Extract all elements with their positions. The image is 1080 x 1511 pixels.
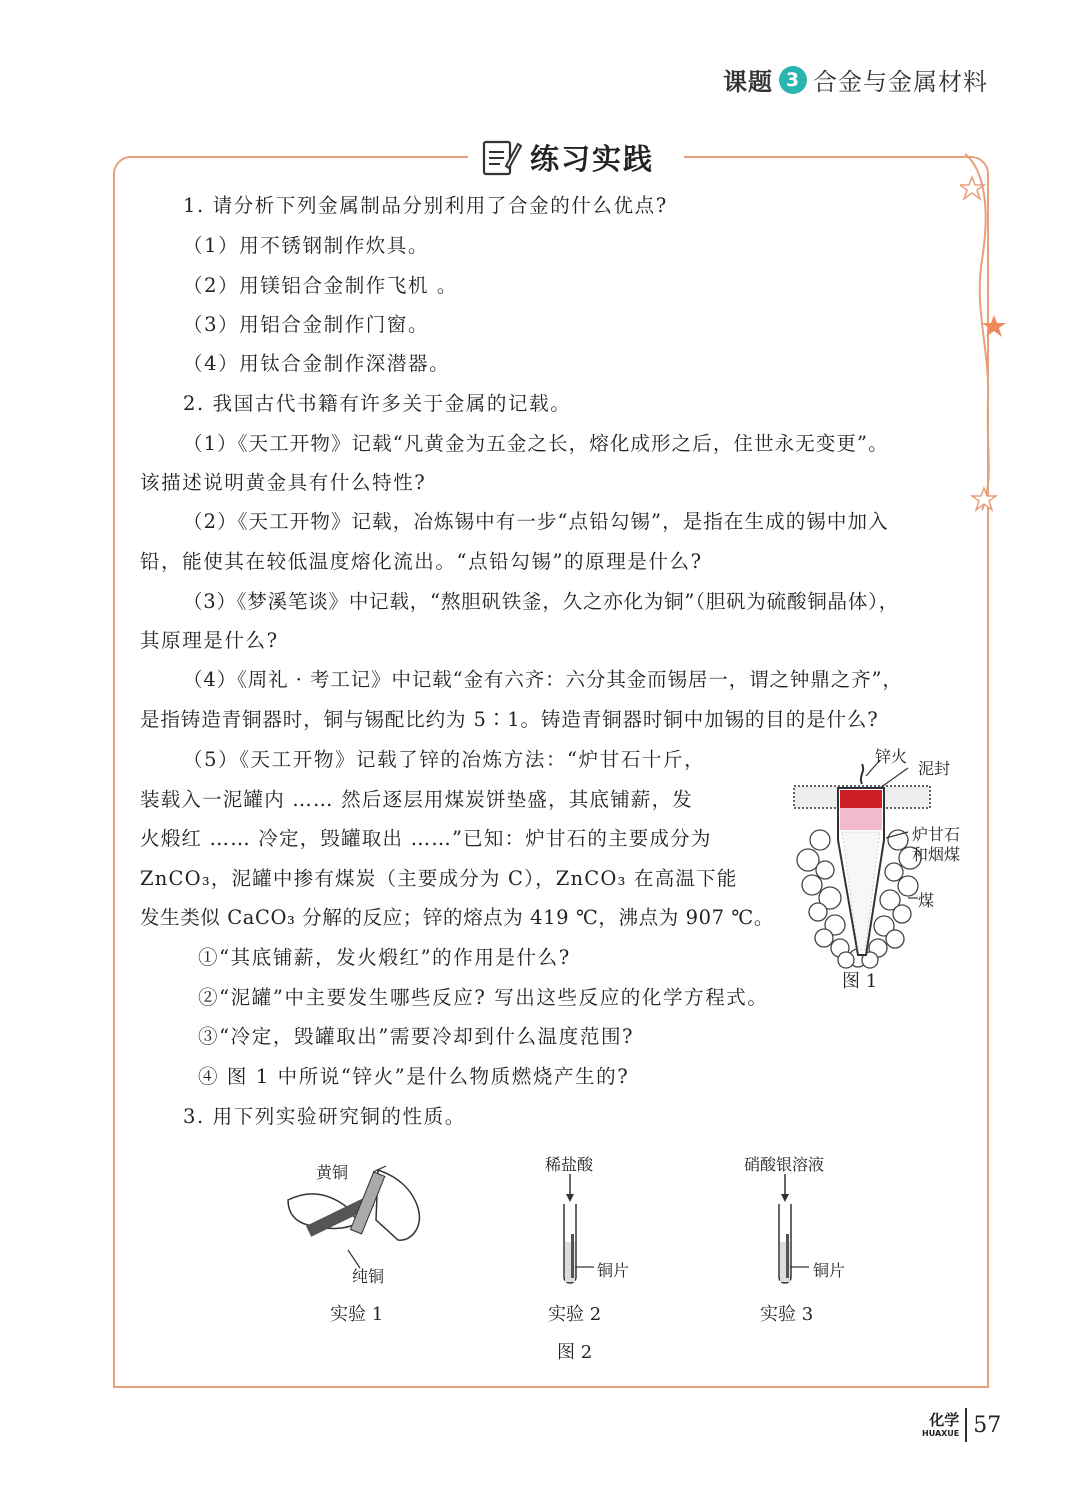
experiment-2-reagent: 稀盐酸: [545, 1155, 594, 1174]
question-2-item-5-line-3: 火煅红 …… 冷定，毁罐取出 ……”已知：炉甘石的主要成分为: [140, 827, 712, 850]
experiment-3-sample: 铜片: [813, 1261, 846, 1280]
question-2-item-5: （5）《天工开物》记载了锌的冶炼方法：“炉甘石十斤，: [183, 748, 706, 771]
question-2-item-4-cont: 是指铸造青铜器时，铜与锡配比约为 5∶1。铸造青铜器时铜中加锡的目的是什么?: [140, 708, 879, 731]
figure-1-caption: 图 1: [842, 971, 878, 992]
experiment-1-label-copper: 纯铜: [352, 1267, 385, 1286]
subject-name-en: HUAXUE: [922, 1428, 960, 1438]
question-1-item-2: （2）用镁铝合金制作飞机 。: [183, 274, 459, 297]
section-banner: [468, 130, 684, 184]
question-2-item-3-cont: 其原理是什么?: [140, 629, 279, 652]
question-1: 1. 请分析下列金属制品分别利用了合金的什么优点?: [183, 194, 668, 217]
figure-1-label-coal: 煤: [918, 891, 935, 910]
footer-divider: [965, 1408, 967, 1442]
subject-label: [922, 1410, 960, 1438]
page-number: 57: [973, 1412, 1002, 1438]
page-footer: [922, 1408, 1001, 1442]
question-2-item-5-sub-3: ③“冷定，毁罐取出”需要冷却到什么温度范围?: [198, 1025, 635, 1048]
question-2-item-2: （2）《天工开物》记载，冶炼锡中有一步“点铅勾锡”，是指在生成的锡中加入: [183, 510, 889, 533]
question-2-item-1-cont: 该描述说明黄金具有什么特性?: [140, 471, 427, 494]
question-2: 2. 我国古代书籍有许多关于金属的记载。: [183, 392, 572, 415]
question-2-item-4: （4）《周礼 · 考工记》中记载“金有六齐：六分其金而锡居一，谓之钟鼎之齐”，: [183, 668, 903, 691]
question-2-item-5-sub-1: ①“其底铺薪，发火煅红”的作用是什么?: [198, 946, 571, 969]
notebook-pencil-icon: [480, 136, 522, 178]
question-2-item-1: （1）《天工开物》记载“凡黄金为五金之长，熔化成形之后，住世永无变更”。: [183, 432, 889, 455]
figure-2-caption: 图 2: [557, 1342, 593, 1363]
experiment-2-caption: 实验 2: [548, 1304, 602, 1325]
question-1-item-3: （3）用铝合金制作门窗。: [183, 313, 430, 336]
experiment-3-reagent: 硝酸银溶液: [744, 1155, 825, 1174]
experiment-2-sample: 铜片: [597, 1261, 630, 1280]
star-vine-decoration: [960, 150, 1020, 530]
experiment-1-label-brass: 黄铜: [316, 1163, 349, 1182]
question-2-item-5-line-5: 发生类似 CaCO₃ 分解的反应；锌的熔点为 419 ℃，沸点为 907 ℃。: [140, 906, 774, 929]
figure-1-label-zinc-fire: 锌火: [875, 747, 908, 766]
question-1-item-1: （1）用不锈钢制作炊具。: [183, 234, 430, 257]
experiment-1-caption: 实验 1: [330, 1304, 384, 1325]
subject-name: 化学: [929, 1410, 960, 1429]
question-2-item-5-sub-4: ④ 图 1 中所说“锌火”是什么物质燃烧产生的?: [198, 1065, 630, 1088]
question-2-item-5-line-4: ZnCO₃，泥罐中掺有煤炭（主要成分为 C），ZnCO₃ 在高温下能: [140, 867, 738, 890]
chapter-number-badge: 3: [779, 66, 807, 94]
experiment-1-illustration: [278, 1150, 428, 1280]
figure-1-label-clay-seal: 泥封: [918, 759, 951, 778]
figure-1-label-calamine: 炉甘石: [912, 825, 961, 844]
chapter-prefix: 课题: [723, 68, 773, 96]
chapter-header: [723, 62, 988, 97]
section-title: 练习实践: [530, 141, 655, 176]
question-2-item-5-sub-2: ②“泥罐”中主要发生哪些反应? 写出这些反应的化学方程式。: [198, 986, 769, 1009]
question-1-item-4: （4）用钛合金制作深潜器。: [183, 352, 451, 375]
question-2-item-3: （3）《梦溪笔谈》中记载，“熬胆矾铁釜，久之亦化为铜”（胆矾为硫酸铜晶体），: [183, 590, 899, 613]
experiment-3-caption: 实验 3: [760, 1304, 814, 1325]
question-3: 3. 用下列实验研究铜的性质。: [183, 1105, 466, 1128]
question-2-item-5-line-2: 装载入一泥罐内 …… 然后逐层用煤炭饼垫盛，其底铺薪，发: [140, 788, 693, 811]
chapter-topic: 合金与金属材料: [813, 68, 988, 96]
question-2-item-2-cont: 铅，能使其在较低温度熔化流出。“点铅勾锡”的原理是什么?: [140, 550, 703, 573]
figure-1-label-coal-mix: 和烟煤: [912, 845, 961, 864]
